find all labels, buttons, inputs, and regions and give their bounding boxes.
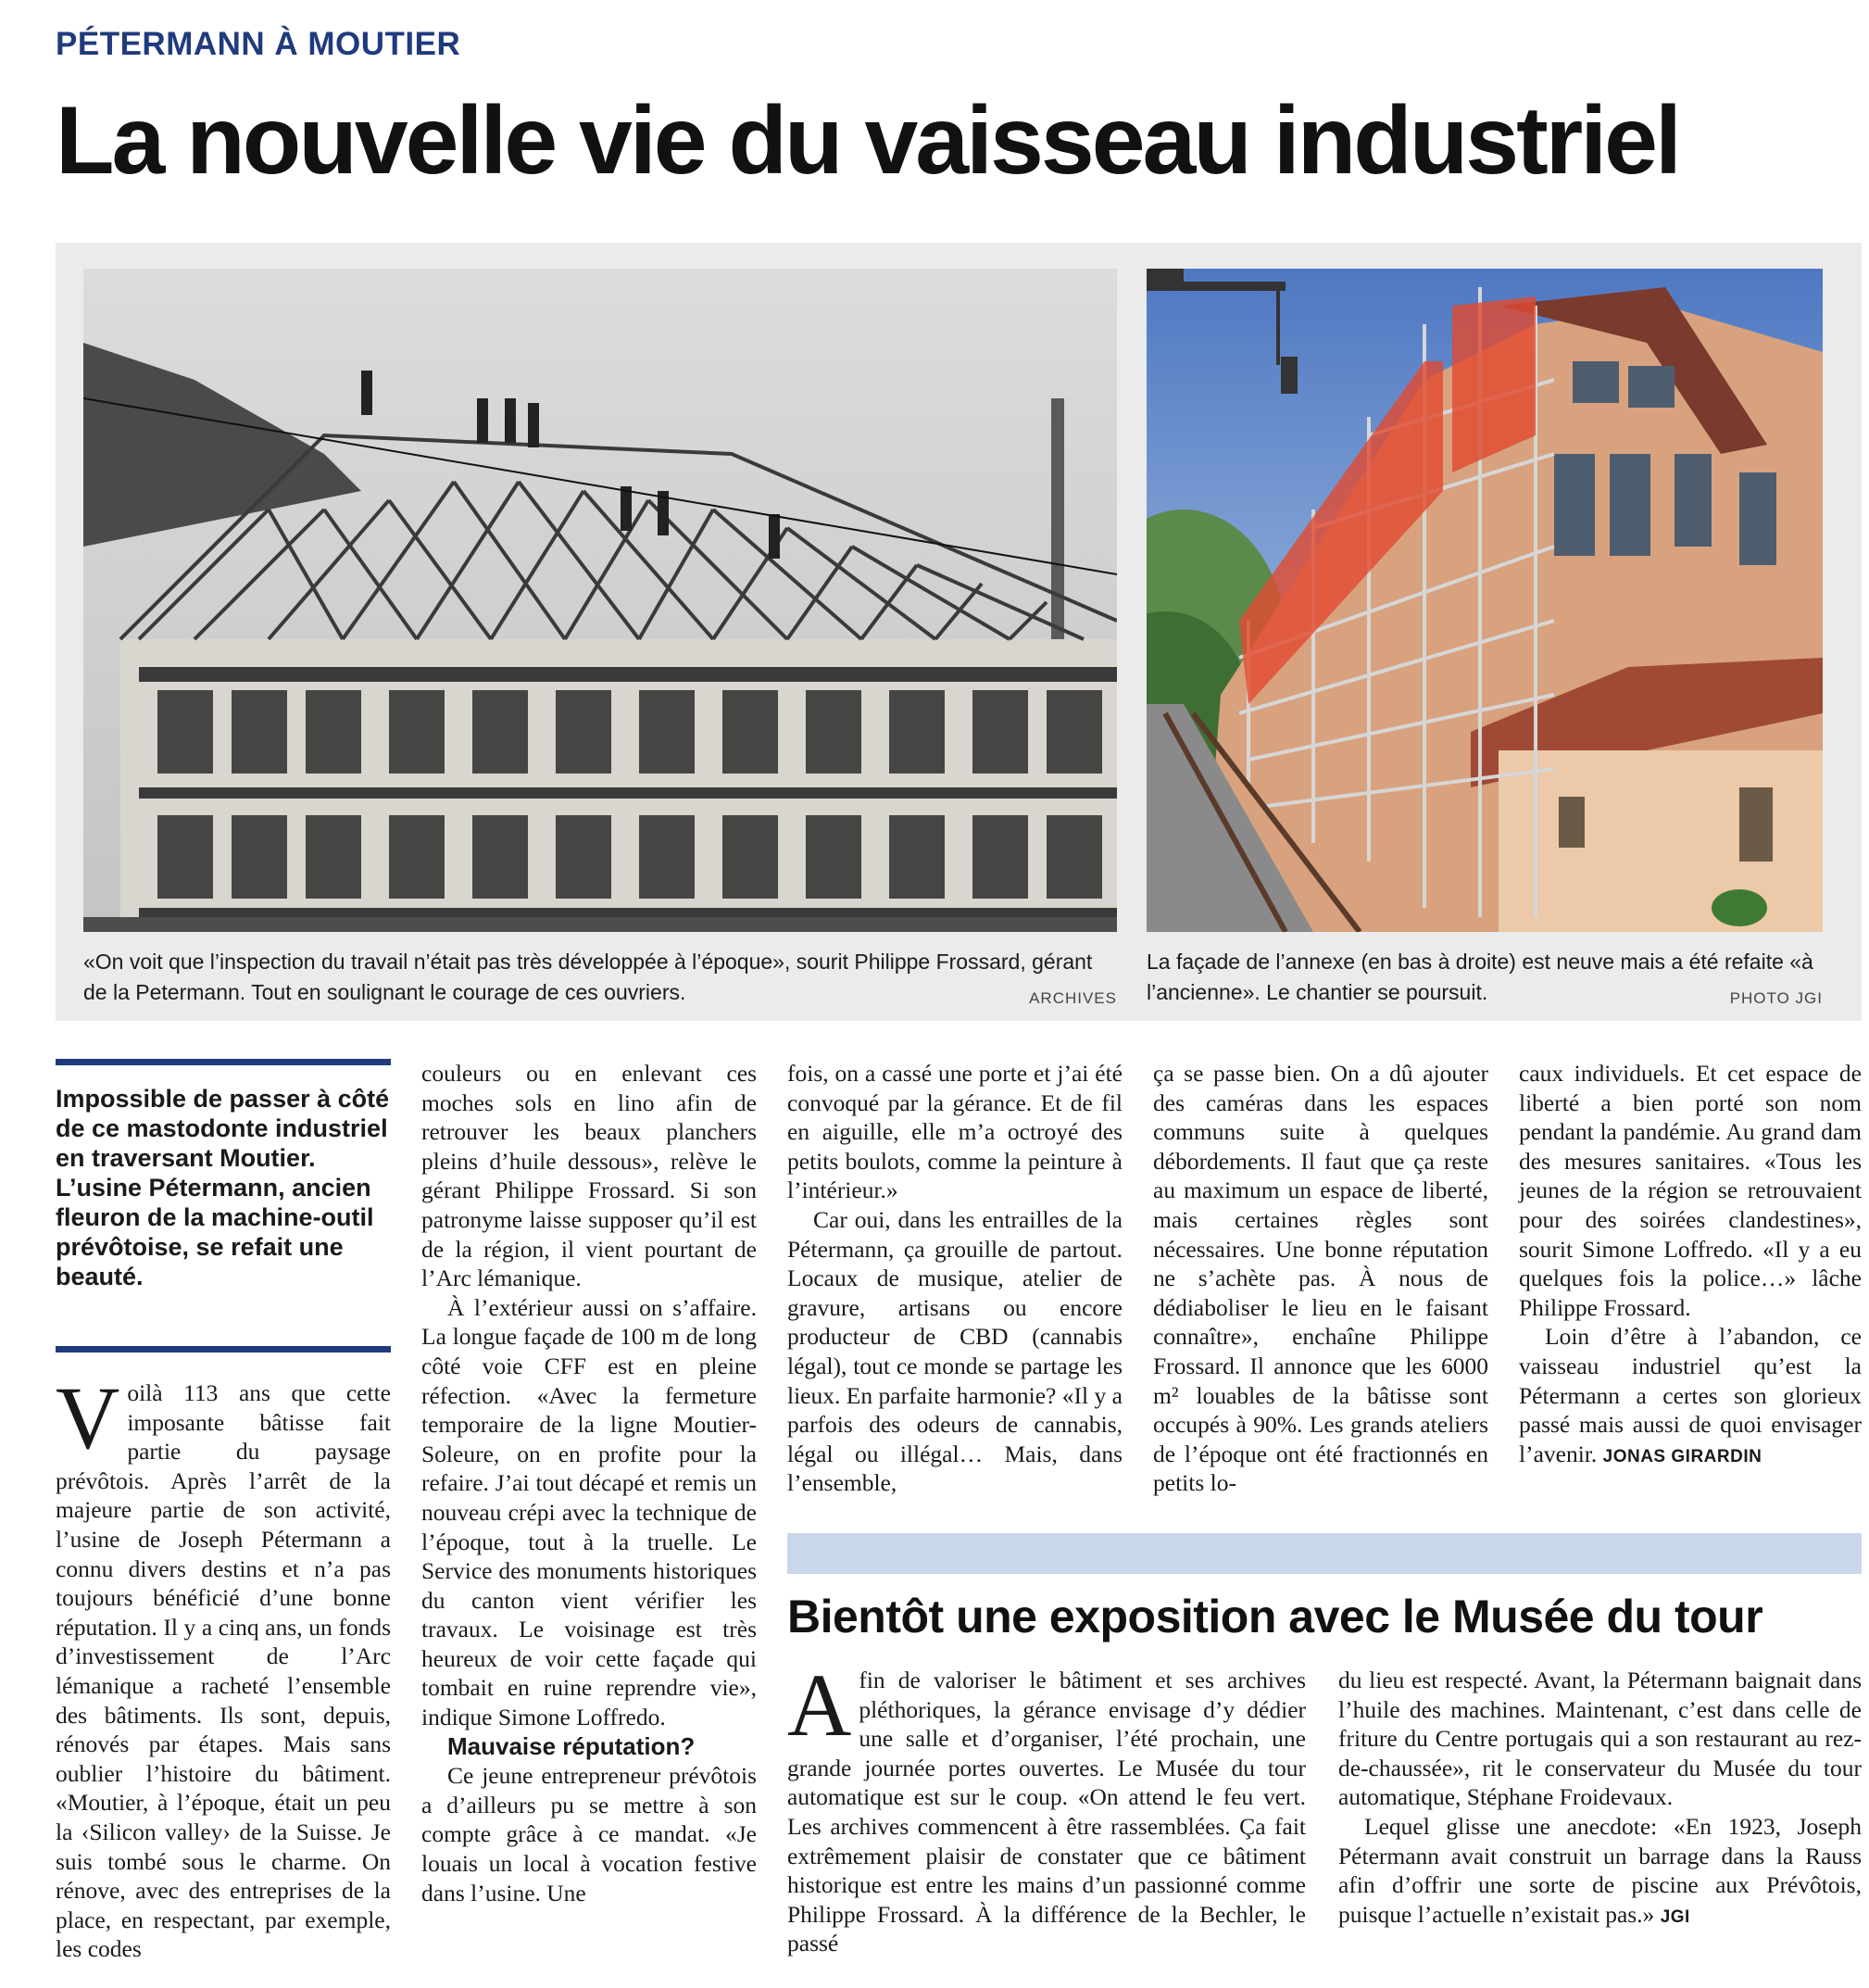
article-paragraph-2: À l’extérieur aussi on s’affaire. La longue façade de 100 m de long côté voie CFF est en pleine réfection. «Avec la fermeture temporaire de la ligne Moutier-Soleure, on en profite pour la refaire. J’ai tout décapé et remis un nouveau crépi avec la technique de l’époque, tout à la truelle. Le Service des monuments historiques du canton vient vérifier les travaux. Le voisinage est très heureux de voir cette façade qui tombait en ruine reprendre vie», indique Simone Loffredo. [421, 1293, 757, 1731]
article-paragraph-3-continued: fois, on a cassé une porte et j’ai été convoqué par la gérance. Et de fil en aiguille, elle m’a octroyé des petits boulots, comme la peinture à l’intérieur.» [787, 1060, 1123, 1204]
chapo: Impossible de passer à côté de ce mastodonte industriel en traversant Moutier. L’usine Pétermann, ancien fleuron de la machine-outil prévôtoise, se refait une beauté. [56, 1085, 390, 1290]
archive-factory-photo [83, 269, 1117, 932]
box-paragraph-2-text: Lequel glisse une anecdote: «En 1923, Joseph Pétermann avait construit un barrage dans la Rauss afin d’offrir une sorte de piscine aux Prévôtois, puisque l’actuelle n’existait pas.» [1338, 1812, 1862, 1928]
box-paragraph-1-continued: du lieu est respecté. Avant, la Pétermann baignait dans l’huile des machines. Maintenant, c’est dans celle de friture du Centre portugais qui a son restaurant au rez-de-chaussée», rit le conservateur du Musée du tour automatique, Stéphane Froidevaux. [1338, 1667, 1862, 1811]
article-subhead: Mauvaise réputation? [447, 1731, 696, 1760]
article-column-4 [1153, 1059, 1488, 1498]
archive-photo-credit: ARCHIVES [1029, 989, 1117, 1007]
box-paragraph-1-text: fin de valoriser le bâtiment et ses archives pléthoriques, la gérance envisage d’y dédier une salle et d’organiser, l’été prochain, une grande journée portes ouvertes. Le Musée du tour automatique est sur le coup. «On attend le feu vert. Les archives commencent à être rassemblées. Ça fait extrêmement plaisir de constater que ce bâtiment historique est entre les mains d’un passionné comme Philippe Frossard. À la différence de la Bechler, le passé [787, 1667, 1306, 1957]
facade-photo-credit: PHOTO JGI [1729, 989, 1823, 1007]
box-paragraph-1 [787, 1655, 1306, 1958]
photo-band [56, 243, 1862, 1021]
article-paragraph-1-continued: couleurs ou en enlevant ces moches sols en lino afin de retrouver les beaux planchers pleins d’huile dessous», relève le gérant Philippe Frossard. Si son patronyme laisse supposer qu’il est de la région, il vient pourtant de l’Arc lémanique. [421, 1060, 757, 1292]
article-paragraph-4-continued: ça se passe bien. On a dû ajouter des caméras dans les espaces communs suite à quelques débordements. Il faut que ça reste au maximum un espace de liberté, mais certaines règles sont nécessaires. Une bonne réputation ne s’achète pas. À nous de dédiaboliser le lieu en le faisant connaître», enchaîne Philippe Frossard. Il annonce que les 6000 m² louables de la bâtisse sont occupés à 90%. Les grands ateliers de l’époque ont été fractionnés en petits lo- [1153, 1060, 1488, 1497]
box-column-2 [1338, 1666, 1862, 1931]
chapo-bottom-rule [56, 1346, 391, 1353]
box-column-1 [787, 1655, 1306, 1958]
box-signature: JGI [1660, 1906, 1690, 1927]
article-paragraph-1-text: oilà 113 ans que cette imposante bâtisse fait partie du paysage prévôtois. Après l’arrêt de la majeure partie de son activité, l’usine de Joseph Pétermann a connu divers destins et n’a pas toujours bénéficié d’une bonne réputation. Il y a cinq ans, un fonds d’investissement de l’Arc lémanique a racheté l’ensemble des bâtiments. Ils sont, depuis, rénovés par étapes. Mais sans oublier l’histoire du bâtiment. «Moutier, à l’époque, était un peu la ‹Silicon valley› de la Suisse. Je suis tombé sous le charme. On rénove, avec des entreprises de la place, en respectant, par exemple, les codes [56, 1379, 391, 1963]
article-paragraph-1 [56, 1368, 391, 1964]
article-column-1 [56, 1368, 391, 1964]
article-dropcap: V [56, 1368, 120, 1467]
facade-photo-caption [1147, 947, 1823, 1013]
article-column-3 [787, 1059, 1123, 1498]
article-column-2 [421, 1059, 757, 1907]
archive-photo-caption [83, 947, 1117, 1013]
scaffolding-facade-photo [1147, 269, 1823, 932]
facade-photo-caption-text: La façade de l’annexe (en bas à droite) est neuve mais a été refaite «à l’ancienne». Le chantier se poursuit. [1147, 950, 1813, 1004]
box-paragraph-2 [1338, 1812, 1862, 1931]
article-column-5 [1519, 1059, 1862, 1471]
headline: La nouvelle vie du vaisseau industriel [56, 87, 1679, 195]
article-signature: JONAS GIRARDIN [1602, 1446, 1762, 1466]
article-paragraph-4-continued-2: caux individuels. Et cet espace de liberté a bien porté son nom pendant la pandémie. Au grand dam des mesures sanitaires. «Tous les jeunes de la région se retrouvaient pour des soirées clandestines», sourit Simone Loffredo. «Il y a eu quelques fois la police…» lâche Philippe Frossard. [1519, 1060, 1862, 1321]
article-paragraph-4: Car oui, dans les entrailles de la Pétermann, ça grouille de partout. Locaux de musique, atelier de gravure, artisans ou encore producteur de CBD (cannabis légal), tout ce monde se partage les lieux. En parfaite harmonie? «Il y a parfois des odeurs de cannabis, légal ou illégal… Mais, dans l’ensemble, [787, 1205, 1123, 1497]
article-paragraph-5-text: Loin d’être à l’abandon, ce vaisseau industriel qu’est la Pétermann a certes son glorieux passé mais aussi de quoi envisager l’avenir. [1519, 1323, 1862, 1467]
article-paragraph-3: Ce jeune entrepreneur prévôtois a d’ailleurs pu se mettre à son compte grâce à ce mandat. «Je louais un local à vocation festive dans l’usine. Une [421, 1762, 757, 1906]
chapo-top-rule [56, 1059, 391, 1065]
box-dropcap: A [787, 1655, 852, 1755]
box-accent-bar [787, 1533, 1862, 1574]
kicker: PÉTERMANN À MOUTIER [56, 26, 461, 62]
archive-photo-caption-text: «On voit que l’inspection du travail n’était pas très développée à l’époque», sourit Philippe Frossard, gérant de la Petermann. Tout en soulignant le courage de ces ouvriers. [83, 950, 1093, 1004]
article-paragraph-5 [1519, 1322, 1862, 1471]
box-title: Bientôt une exposition avec le Musée du tour [787, 1591, 1763, 1642]
